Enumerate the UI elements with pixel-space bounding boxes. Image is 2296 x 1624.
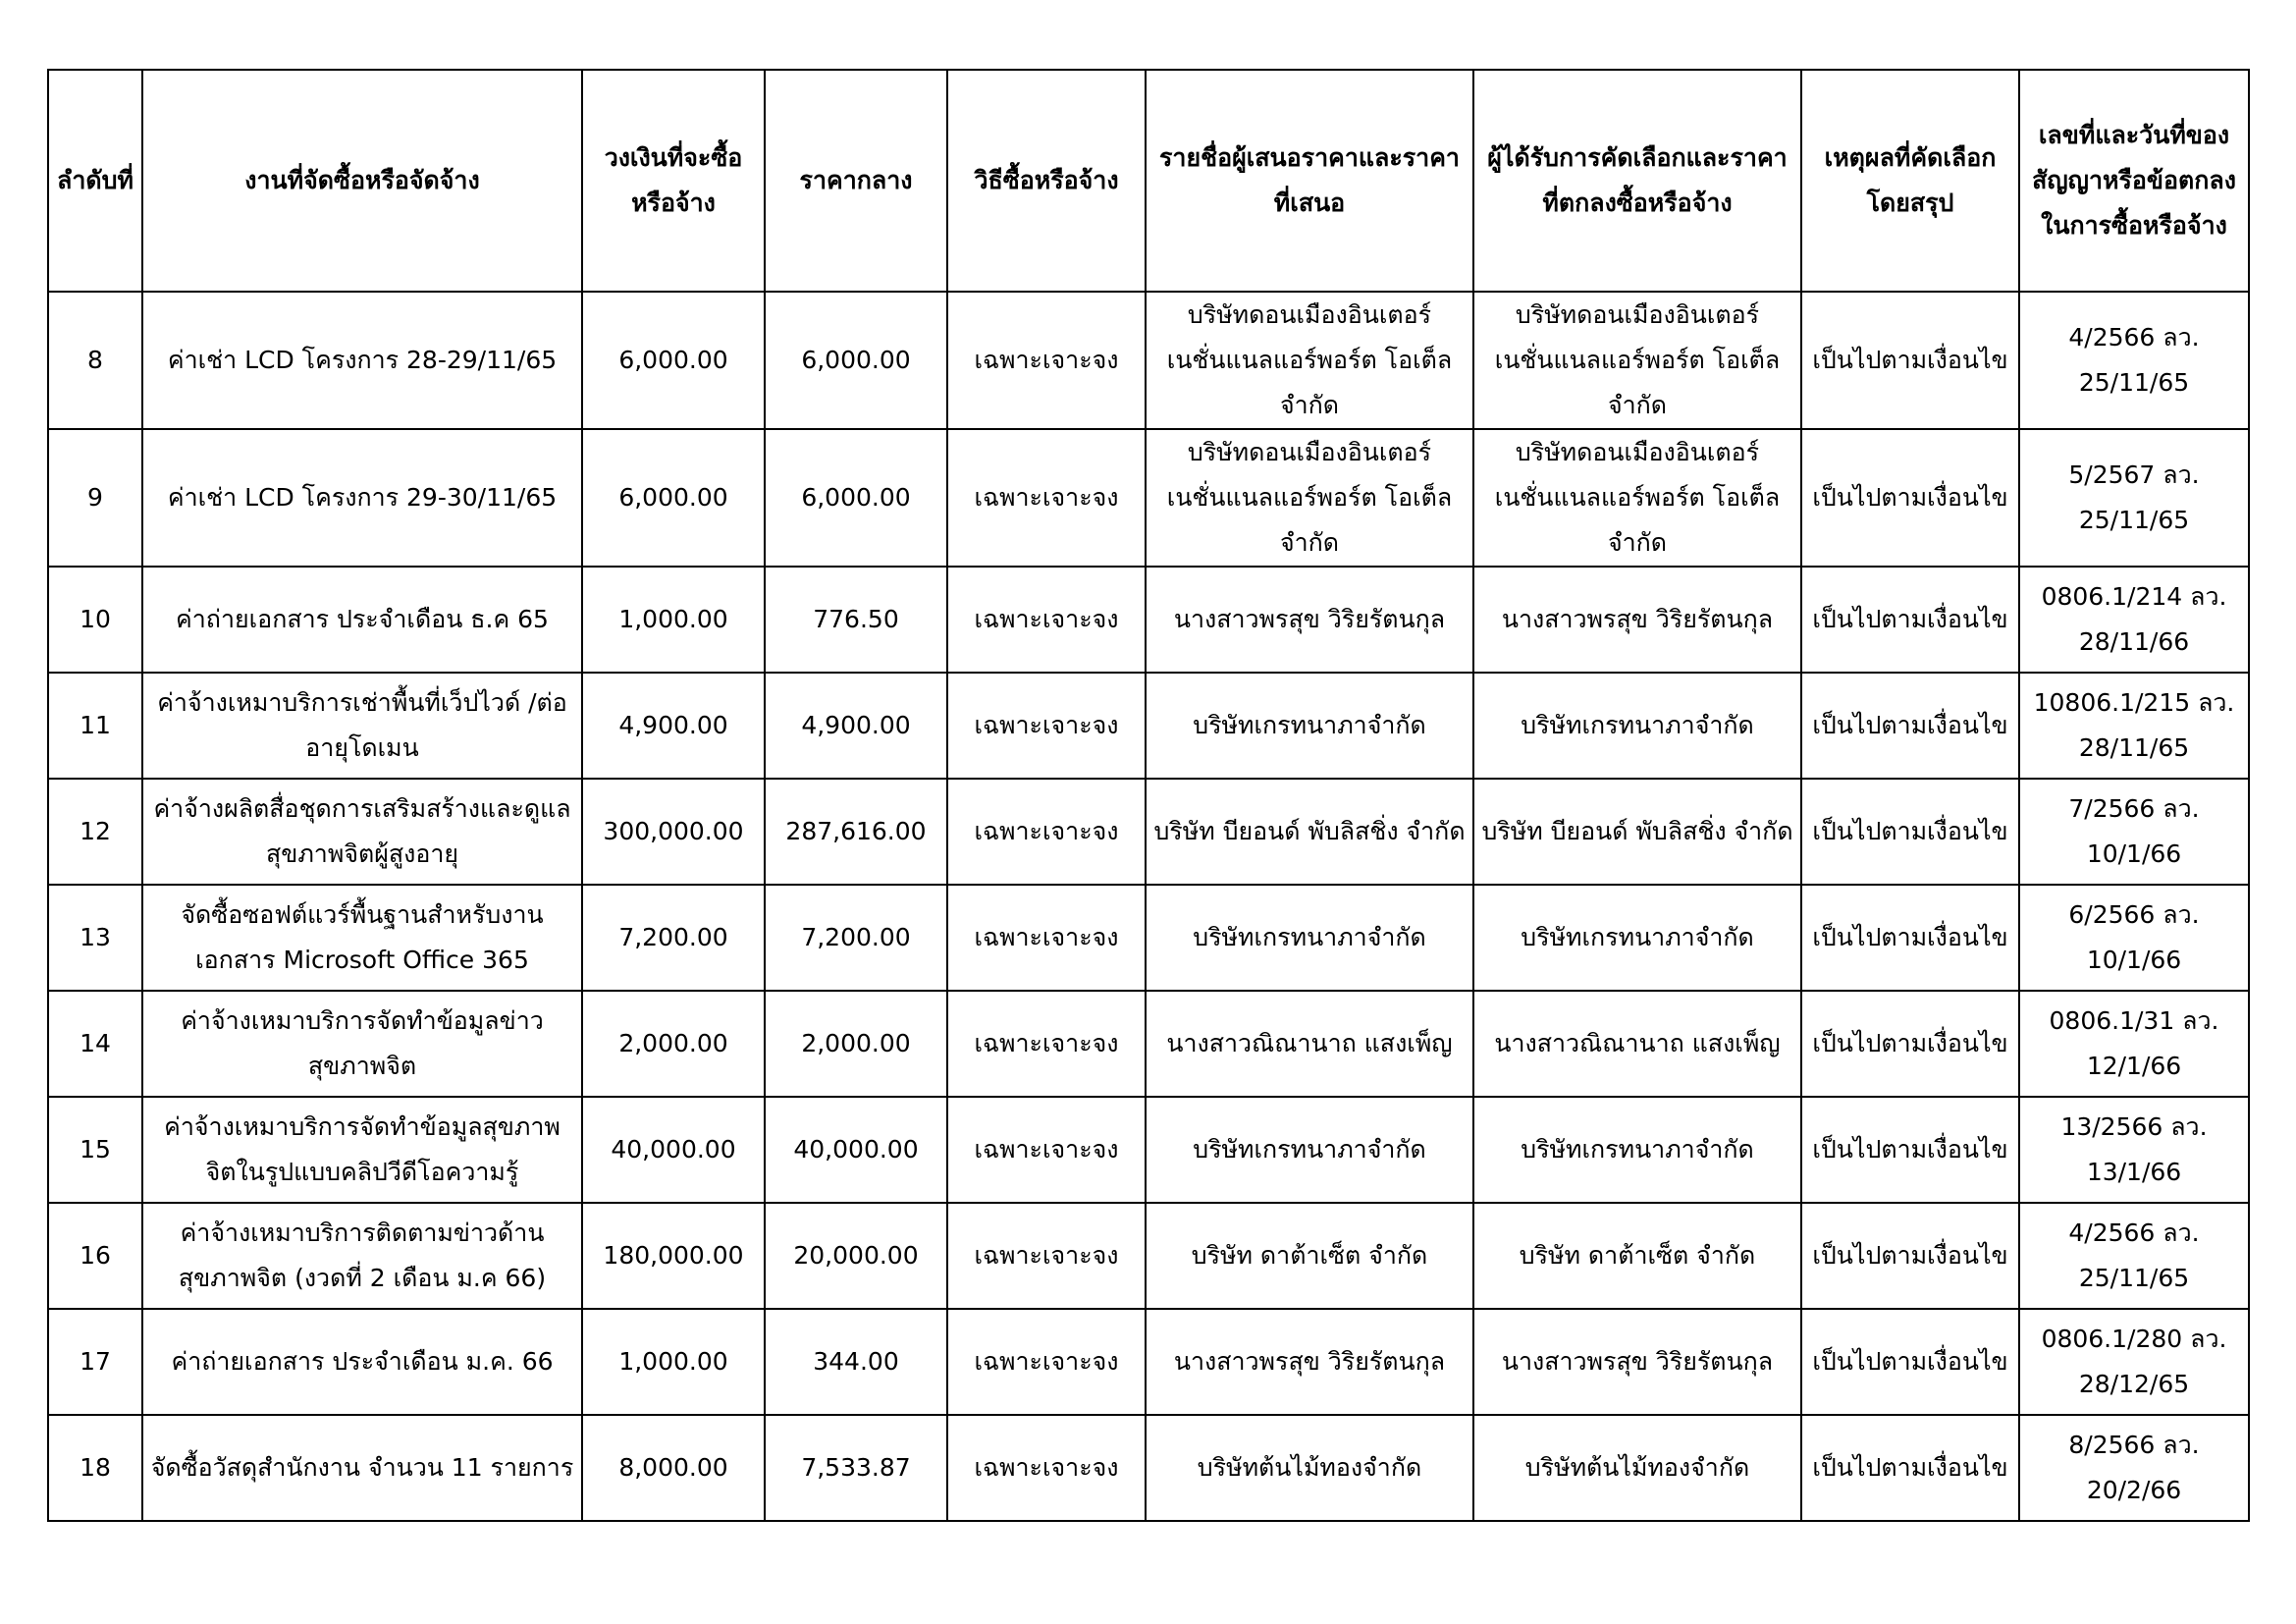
cell-median-price: 776.50 <box>765 567 947 673</box>
cell-bidders: นางสาวพรสุข วิริยรัตนกุล <box>1146 1309 1473 1415</box>
cell-no: 8 <box>48 292 142 429</box>
header-reason: เหตุผลที่คัดเลือกโดยสรุป <box>1801 70 2019 292</box>
cell-contract: 0806.1/214 ลว. 28/11/66 <box>2019 567 2249 673</box>
cell-budget: 2,000.00 <box>582 991 765 1097</box>
cell-method: เฉพาะเจาะจง <box>947 292 1146 429</box>
cell-no: 14 <box>48 991 142 1097</box>
cell-bidders: บริษัทดอนเมืองอินเตอร์เนชั่นแนลแอร์พอร์ต โอเต็ล จำกัด <box>1146 429 1473 567</box>
cell-task: ค่าถ่ายเอกสาร ประจำเดือน ธ.ค 65 <box>142 567 582 673</box>
cell-selected: บริษัท บียอนด์ พับลิสชิ่ง จำกัด <box>1473 779 1801 885</box>
header-median-price: ราคากลาง <box>765 70 947 292</box>
cell-median-price: 344.00 <box>765 1309 947 1415</box>
cell-no: 13 <box>48 885 142 991</box>
cell-method: เฉพาะเจาะจง <box>947 885 1146 991</box>
cell-contract: 13/2566 ลว. 13/1/66 <box>2019 1097 2249 1203</box>
procurement-table <box>47 69 2250 1522</box>
header-selected: ผู้ได้รับการคัดเลือกและราคาที่ตกลงซื้อหรือจ้าง <box>1473 70 1801 292</box>
table-row <box>48 991 2249 1097</box>
cell-method: เฉพาะเจาะจง <box>947 567 1146 673</box>
cell-bidders: นางสาวพรสุข วิริยรัตนกุล <box>1146 567 1473 673</box>
cell-bidders: บริษัทดอนเมืองอินเตอร์เนชั่นแนลแอร์พอร์ต โอเต็ล จำกัด <box>1146 292 1473 429</box>
cell-selected: นางสาวพรสุข วิริยรัตนกุล <box>1473 1309 1801 1415</box>
cell-no: 18 <box>48 1415 142 1521</box>
cell-method: เฉพาะเจาะจง <box>947 1415 1146 1521</box>
cell-median-price: 20,000.00 <box>765 1203 947 1309</box>
table-body <box>48 292 2249 1521</box>
cell-budget: 6,000.00 <box>582 429 765 567</box>
cell-selected: บริษัทเกรทนาภาจำกัด <box>1473 885 1801 991</box>
cell-no: 15 <box>48 1097 142 1203</box>
table-row <box>48 1203 2249 1309</box>
cell-selected: บริษัท ดาต้าเซ็ต จำกัด <box>1473 1203 1801 1309</box>
cell-reason: เป็นไปตามเงื่อนไข <box>1801 779 2019 885</box>
cell-reason: เป็นไปตามเงื่อนไข <box>1801 567 2019 673</box>
cell-bidders: บริษัทเกรทนาภาจำกัด <box>1146 885 1473 991</box>
cell-reason: เป็นไปตามเงื่อนไข <box>1801 1415 2019 1521</box>
cell-method: เฉพาะเจาะจง <box>947 1309 1146 1415</box>
cell-reason: เป็นไปตามเงื่อนไข <box>1801 1203 2019 1309</box>
cell-no: 9 <box>48 429 142 567</box>
cell-reason: เป็นไปตามเงื่อนไข <box>1801 1097 2019 1203</box>
cell-contract: 10806.1/215 ลว. 28/11/65 <box>2019 673 2249 779</box>
cell-selected: บริษัทต้นไม้ทองจำกัด <box>1473 1415 1801 1521</box>
cell-contract: 8/2566 ลว. 20/2/66 <box>2019 1415 2249 1521</box>
cell-contract: 4/2566 ลว. 25/11/65 <box>2019 1203 2249 1309</box>
cell-contract: 0806.1/280 ลว. 28/12/65 <box>2019 1309 2249 1415</box>
cell-task: จัดซื้อวัสดุสำนักงาน จำนวน 11 รายการ <box>142 1415 582 1521</box>
cell-task: ค่าเช่า LCD โครงการ 28-29/11/65 <box>142 292 582 429</box>
header-bidders: รายชื่อผู้เสนอราคาและราคาที่เสนอ <box>1146 70 1473 292</box>
cell-no: 12 <box>48 779 142 885</box>
cell-budget: 4,900.00 <box>582 673 765 779</box>
cell-budget: 180,000.00 <box>582 1203 765 1309</box>
header-contract: เลขที่และวันที่ของสัญญาหรือข้อตกลงในการซื้อหรือจ้าง <box>2019 70 2249 292</box>
cell-reason: เป็นไปตามเงื่อนไข <box>1801 429 2019 567</box>
cell-budget: 6,000.00 <box>582 292 765 429</box>
cell-reason: เป็นไปตามเงื่อนไข <box>1801 991 2019 1097</box>
cell-budget: 300,000.00 <box>582 779 765 885</box>
header-method: วิธีซื้อหรือจ้าง <box>947 70 1146 292</box>
cell-median-price: 4,900.00 <box>765 673 947 779</box>
cell-median-price: 7,200.00 <box>765 885 947 991</box>
cell-task: จัดซื้อซอฟต์แวร์พื้นฐานสำหรับงานเอกสาร Microsoft Office 365 <box>142 885 582 991</box>
header-task: งานที่จัดซื้อหรือจัดจ้าง <box>142 70 582 292</box>
cell-contract: 0806.1/31 ลว. 12/1/66 <box>2019 991 2249 1097</box>
cell-method: เฉพาะเจาะจง <box>947 991 1146 1097</box>
cell-reason: เป็นไปตามเงื่อนไข <box>1801 1309 2019 1415</box>
cell-selected: บริษัทดอนเมืองอินเตอร์เนชั่นแนลแอร์พอร์ต โอเต็ล จำกัด <box>1473 292 1801 429</box>
cell-selected: นางสาวพรสุข วิริยรัตนกุล <box>1473 567 1801 673</box>
cell-budget: 40,000.00 <box>582 1097 765 1203</box>
cell-task: ค่าจ้างผลิตสื่อชุดการเสริมสร้างและดูแลสุขภาพจิตผู้สูงอายุ <box>142 779 582 885</box>
table-row <box>48 885 2249 991</box>
table-row <box>48 429 2249 567</box>
cell-task: ค่าถ่ายเอกสาร ประจำเดือน ม.ค. 66 <box>142 1309 582 1415</box>
cell-no: 10 <box>48 567 142 673</box>
cell-reason: เป็นไปตามเงื่อนไข <box>1801 673 2019 779</box>
cell-method: เฉพาะเจาะจง <box>947 673 1146 779</box>
cell-method: เฉพาะเจาะจง <box>947 779 1146 885</box>
table-header-row <box>48 70 2249 292</box>
cell-contract: 6/2566 ลว. 10/1/66 <box>2019 885 2249 991</box>
cell-budget: 8,000.00 <box>582 1415 765 1521</box>
cell-median-price: 7,533.87 <box>765 1415 947 1521</box>
cell-bidders: บริษัท บียอนด์ พับลิสชิ่ง จำกัด <box>1146 779 1473 885</box>
header-budget: วงเงินที่จะซื้อหรือจ้าง <box>582 70 765 292</box>
cell-budget: 1,000.00 <box>582 1309 765 1415</box>
cell-task: ค่าจ้างเหมาบริการเช่าพื้นที่เว็ปไวด์ /ต่ออายุโดเมน <box>142 673 582 779</box>
cell-task: ค่าจ้างเหมาบริการจัดทำข้อมูลข่าวสุขภาพจิต <box>142 991 582 1097</box>
cell-bidders: บริษัทต้นไม้ทองจำกัด <box>1146 1415 1473 1521</box>
cell-median-price: 40,000.00 <box>765 1097 947 1203</box>
cell-bidders: บริษัทเกรทนาภาจำกัด <box>1146 673 1473 779</box>
cell-task: ค่าจ้างเหมาบริการติดตามข่าวด้านสุขภาพจิต (งวดที่ 2 เดือน ม.ค 66) <box>142 1203 582 1309</box>
cell-selected: นางสาวณิณานาถ แสงเพ็ญ <box>1473 991 1801 1097</box>
cell-median-price: 6,000.00 <box>765 292 947 429</box>
cell-median-price: 2,000.00 <box>765 991 947 1097</box>
cell-contract: 5/2567 ลว. 25/11/65 <box>2019 429 2249 567</box>
cell-contract: 7/2566 ลว. 10/1/66 <box>2019 779 2249 885</box>
cell-method: เฉพาะเจาะจง <box>947 429 1146 567</box>
header-no: ลำดับที่ <box>48 70 142 292</box>
cell-method: เฉพาะเจาะจง <box>947 1203 1146 1309</box>
cell-median-price: 287,616.00 <box>765 779 947 885</box>
table-row <box>48 1097 2249 1203</box>
cell-no: 11 <box>48 673 142 779</box>
table-row <box>48 779 2249 885</box>
table-row <box>48 1309 2249 1415</box>
cell-budget: 7,200.00 <box>582 885 765 991</box>
table-row <box>48 292 2249 429</box>
cell-selected: บริษัทดอนเมืองอินเตอร์เนชั่นแนลแอร์พอร์ต โอเต็ล จำกัด <box>1473 429 1801 567</box>
table-row <box>48 1415 2249 1521</box>
cell-no: 17 <box>48 1309 142 1415</box>
cell-reason: เป็นไปตามเงื่อนไข <box>1801 292 2019 429</box>
cell-median-price: 6,000.00 <box>765 429 947 567</box>
cell-bidders: บริษัท ดาต้าเซ็ต จำกัด <box>1146 1203 1473 1309</box>
cell-selected: บริษัทเกรทนาภาจำกัด <box>1473 673 1801 779</box>
cell-no: 16 <box>48 1203 142 1309</box>
cell-contract: 4/2566 ลว. 25/11/65 <box>2019 292 2249 429</box>
cell-task: ค่าจ้างเหมาบริการจัดทำข้อมูลสุขภาพจิตในรูปแบบคลิปวีดีโอความรู้ <box>142 1097 582 1203</box>
cell-task: ค่าเช่า LCD โครงการ 29-30/11/65 <box>142 429 582 567</box>
cell-method: เฉพาะเจาะจง <box>947 1097 1146 1203</box>
cell-budget: 1,000.00 <box>582 567 765 673</box>
cell-bidders: นางสาวณิณานาถ แสงเพ็ญ <box>1146 991 1473 1097</box>
cell-selected: บริษัทเกรทนาภาจำกัด <box>1473 1097 1801 1203</box>
cell-reason: เป็นไปตามเงื่อนไข <box>1801 885 2019 991</box>
table-row <box>48 567 2249 673</box>
table-row <box>48 673 2249 779</box>
cell-bidders: บริษัทเกรทนาภาจำกัด <box>1146 1097 1473 1203</box>
